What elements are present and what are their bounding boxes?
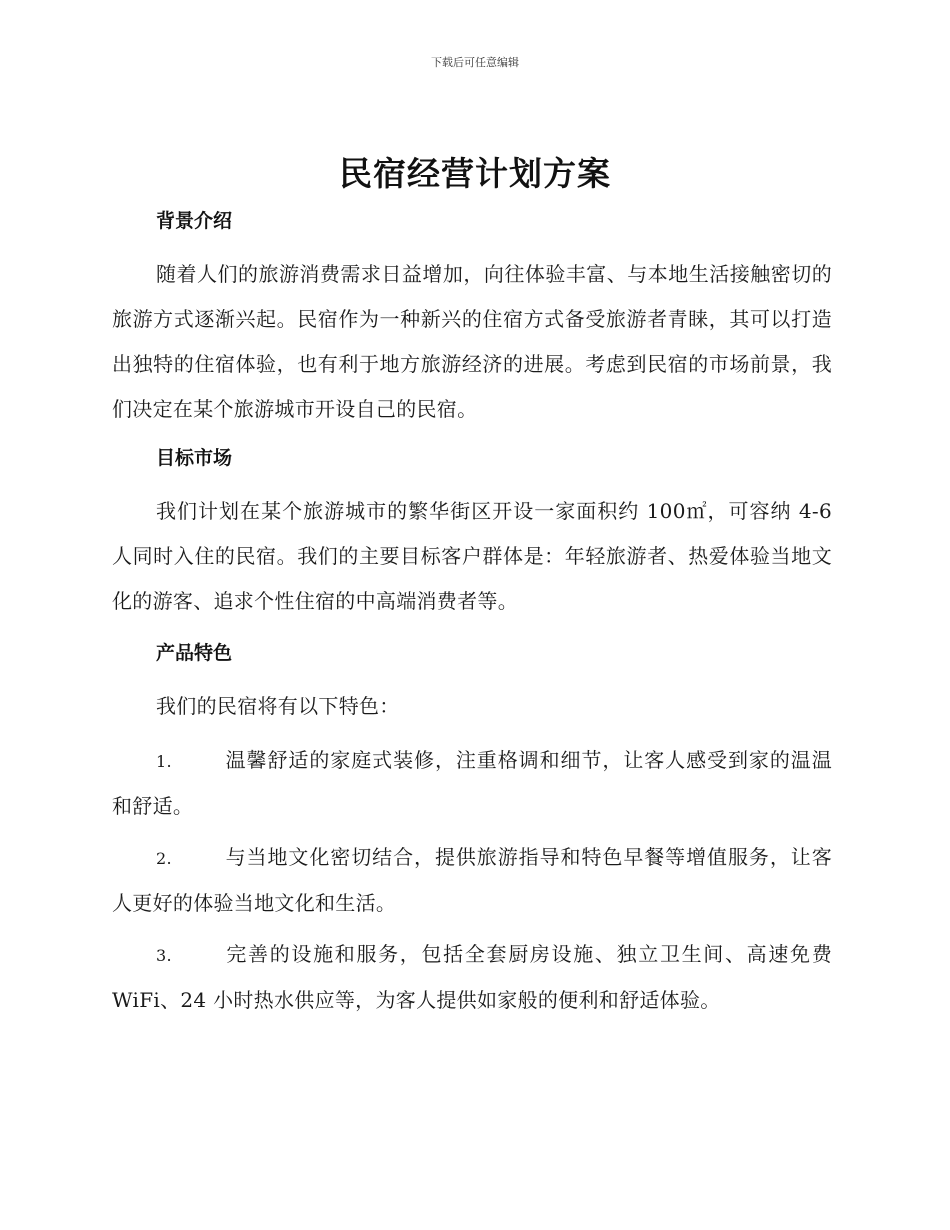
list-item — [112, 835, 832, 926]
list-item-text: 完善的设施和服务，包括全套厨房设施、独立卫生间、高速免费WiFi、24 小时热水供应等，为客人提供如家般的便利和舒适体验。 — [112, 942, 832, 1012]
heading-target-market: 目标市场 — [156, 447, 233, 469]
paragraph-target-market: 我们计划在某个旅游城市的繁华街区开设一家面积约 100㎡，可容纳 4-6 人同时入住的民宿。我们的主要目标客户群体是：年轻旅游者、热爱体验当地文化的游客、追求个性住宿的中高端消费者等。 — [112, 499, 832, 613]
paragraph-background: 随着人们的旅游消费需求日益增加，向往体验丰富、与本地生活接触密切的旅游方式逐渐兴起。民宿作为一种新兴的住宿方式备受旅游者青睐，其可以打造出独特的住宿体验，也有利于地方旅游经济的进展。考虑到民宿的市场前景，我们决定在某个旅游城市开设自己的民宿。 — [112, 262, 832, 421]
list-item-text: 温馨舒适的家庭式装修，注重格调和细节，让客人感受到家的温温和舒适。 — [112, 748, 832, 818]
document-title: 民宿经营计划方案 — [339, 154, 611, 193]
heading-background: 背景介绍 — [156, 210, 233, 232]
list-item-text: 与当地文化密切结合，提供旅游指导和特色早餐等增值服务，让客人更好的体验当地文化和生活。 — [112, 845, 832, 915]
list-item-number: 1. — [156, 752, 172, 771]
list-item — [112, 932, 832, 1023]
list-item — [112, 738, 832, 829]
heading-features: 产品特色 — [156, 642, 233, 664]
paragraph-features-intro: 我们的民宿将有以下特色： — [156, 694, 400, 718]
list-item-number: 3. — [156, 946, 172, 965]
list-item-number: 2. — [156, 849, 172, 868]
header-note: 下载后可任意编辑 — [431, 56, 519, 69]
